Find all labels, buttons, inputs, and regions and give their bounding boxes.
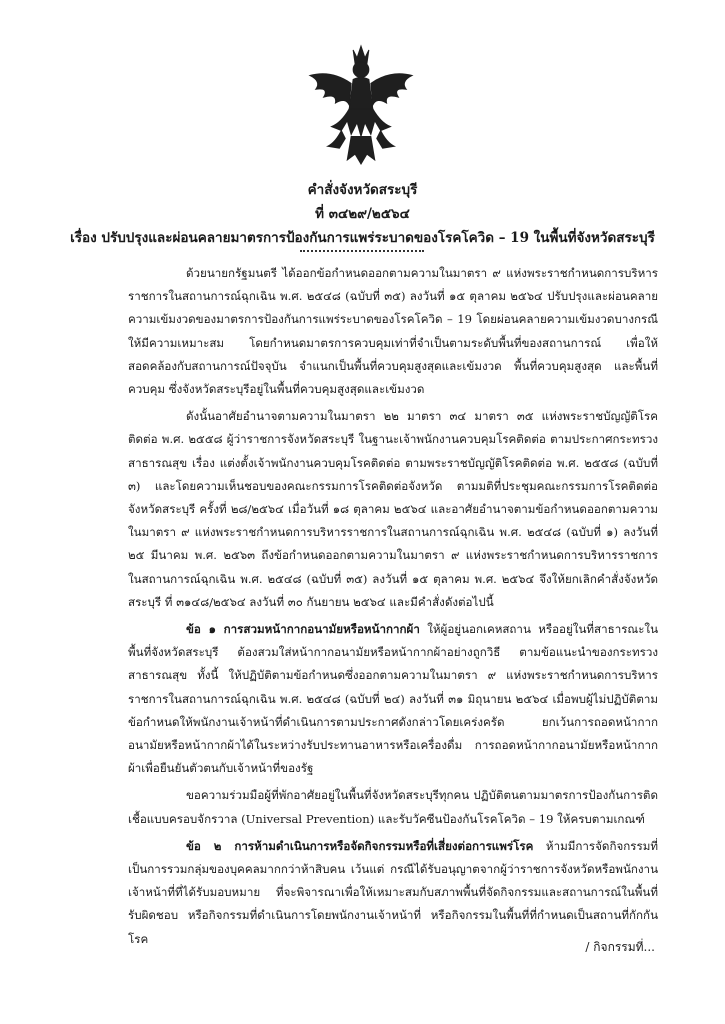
clause-1 — [128, 618, 658, 780]
clause-1-title: ข้อ ๑ การสวมหน้ากากอนามัยหรือหน้ากากผ้า — [186, 622, 420, 637]
clause-2-text: ห้ามมีการจัดกิจกรรมที่เป็นการรวมกลุ่มของบุคคลมากกว่าห้าสิบคน เว้นแต่ กรณีได้รับอนุญาตจากผู้ว่าราชการจังหวัดหรือพนักงานเจ้าหน้าที่ที่ได้รับมอบหมาย ที่จะพิจารณาเพื่อให้เหมาะสมกับสภาพพื้นที่จัดกิจกรรมและสถานการณ์ในพื้นที่รับผิดชอบ หรือกิจกรรมที่ดำเนินการโดยพนักงานเจ้าหน้าที่ หรือกิจกรรมในพื้นที่ที่กำหนดเป็นสถานที่กักกันโรค — [128, 838, 659, 946]
document-body — [128, 262, 658, 955]
document-title: คำสั่งจังหวัดสระบุรี — [307, 182, 418, 198]
clause-2 — [128, 835, 658, 951]
paragraph-authority: ดังนั้นอาศัยอำนาจตามความในมาตรา ๒๒ มาตรา ๓๔ มาตรา ๓๕ แห่งพระราชบัญญัติโรคติดต่อ พ.ศ. ๒๕๕๘ ผู้ว่าราชการจังหวัดสระบุรี ในฐานะเจ้าพนักงานควบคุมโรคติดต่อ ตามประกาศกระทรวงสาธารณสุข เรื่อง แต่งตั้งเจ้าพนักงานควบคุมโรคติดต่อ ตามพระราชบัญญัติโรคติดต่อ พ.ศ. ๒๕๕๘ (ฉบับที่ ๓) และโดยความเห็นชอบของคณะกรรมการโรคติดต่อจังหวัด ตามมติที่ประชุมคณะกรรมการโรคติดต่อจังหวัดสระบุรี ครั้งที่ ๒๘/๒๕๖๔ เมื่อวันที่ ๑๘ ตุลาคม ๒๕๖๔ และอาศัยอำนาจตามข้อกำหนดออกตามความในมาตรา ๙ แห่งพระราชกำหนดการบริหารราชการในสถานการณ์ฉุกเฉิน พ.ศ. ๒๕๔๘ (ฉบับที่ ๑) ลงวันที่ ๒๕ มีนาคม พ.ศ. ๒๕๖๓ ถึงข้อกำหนดออกตามความในมาตรา ๙ แห่งพระราชกำหนดการบริหารราชการ ในสถานการณ์ฉุกเฉิน พ.ศ. ๒๕๔๘ (ฉบับที่ ๓๕) ลงวันที่ ๑๕ ตุลาคม พ.ศ. ๒๕๖๔ จึงให้ยกเลิกคำสั่งจังหวัดสระบุรี ที่ ๓๑๔๘/๒๕๖๔ ลงวันที่ ๓๐ กันยายน ๒๕๖๔ และมีคำสั่งดังต่อไปนี้ — [128, 409, 658, 609]
clause-2-title: ข้อ ๒ การห้ามดำเนินการหรือจัดกิจกรรมหรือที่เสี่ยงต่อการแพร่โรค — [186, 838, 534, 853]
continuation-note: / กิจกรรมที่... — [585, 940, 655, 954]
paragraph-preamble: ด้วยนายกรัฐมนตรี ได้ออกข้อกำหนดออกตามความในมาตรา ๙ แห่งพระราชกำหนดการบริหารราชการในสถานการณ์ฉุกเฉิน พ.ศ. ๒๕๔๘ (ฉบับที่ ๓๕) ลงวันที่ ๑๕ ตุลาคม ๒๕๖๔ ปรับปรุงและผ่อนคลายความเข้มงวดของมาตรการป้องกันการแพร่ระบาดของโรคโควิด – 19 โดยผ่อนคลายความเข้มงวดบางกรณี ให้มีความเหมาะสม โดยกำหนดมาตรการควบคุมเท่าที่จำเป็นตามระดับพื้นที่ของสถานการณ์ เพื่อให้สอดคล้องกับสถานการณ์ปัจจุบัน จำแนกเป็นพื้นที่ควบคุมสูงสุดและเข้มงวด พื้นที่ควบคุมสูงสุด และพื้นที่ควบคุม ซึ่งจังหวัดสระบุรีอยู่ในพื้นที่ควบคุมสูงสุดและเข้มงวด — [128, 266, 658, 397]
header-divider — [300, 250, 424, 252]
clause-1-text: ให้ผู้อยู่นอกเคหสถาน หรืออยู่ในที่สาธารณะในพื้นที่จังหวัดสระบุรี ต้องสวมใส่หน้ากากอนามัยหรือหน้ากากผ้าอย่างถูกวิธี ตามข้อแนะนำของกระทรวงสาธารณสุข ทั้งนี้ ให้ปฏิบัติตามข้อกำหนดซึ่งออกตามความในมาตรา ๙ แห่งพระราชกำหนดการบริหารราชการในสถานการณ์ฉุกเฉิน พ.ศ. ๒๕๔๘ (ฉบับที่ ๒๔) ลงวันที่ ๓๑ มิถุนายน ๒๕๖๔ เมื่อพบผู้ไม่ปฏิบัติตามข้อกำหนดให้พนักงานเจ้าหน้าที่ดำเนินการตามประกาศดังกล่าวโดยเคร่งครัด ยกเว้นการถอดหน้ากากอนามัยหรือหน้ากากผ้าได้ในระหว่างรับประทานอาหารหรือเครื่องดื่ม การถอดหน้ากากอนามัยหรือหน้ากากผ้าเพื่อยืนยันตัวตนกับเจ้าหน้าที่ของรัฐ — [128, 622, 659, 776]
clause-1-note: ขอความร่วมมือผู้ที่พักอาศัยอยู่ในพื้นที่จังหวัดสระบุรีทุกคน ปฏิบัติตนตามมาตรการป้องกันการติดเชื้อแบบครอบจักรวาล (Universal Prevention) และรับวัคซีนป้องกันโรคโควิด – 19 ให้ครบตามเกณฑ์ — [128, 788, 658, 826]
document-number: ที่ ๓๔๒๙/๒๕๖๔ — [315, 206, 410, 222]
document-subject: เรื่อง ปรับปรุงและผ่อนคลายมาตรการป้องกันการแพร่ระบาดของโรคโควิด – 19 ในพื้นที่จังหวัดสระบุรี — [70, 230, 655, 246]
garuda-emblem-icon — [302, 40, 420, 168]
